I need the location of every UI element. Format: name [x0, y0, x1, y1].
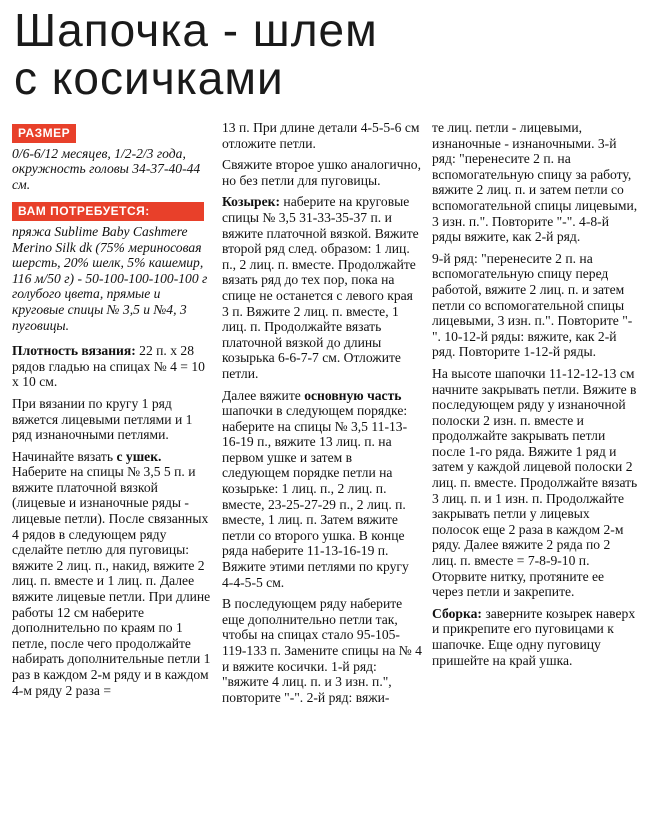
column-1 — [12, 124, 212, 704]
assembly-paragraph — [432, 606, 638, 668]
size-text: 0/6-6/12 месяцев, 1/2-2/3 года, окружность головы 34-37-40-44 см. — [12, 145, 201, 192]
title-line-1: Шапочка - шлем — [14, 4, 378, 56]
page-title — [14, 6, 434, 102]
density-label: Плотность вязания: — [12, 343, 136, 359]
size-label: РАЗМЕР — [12, 124, 76, 143]
decrease-paragraph: На высоте шапочки 11-12-12-13 см начните закрывать петли. Вяжите в последующем ряду у изнаночной полоски 2 изн. п. вместе и продолжайте закрывать петли после 1-го ряда. Вяжите 1 ряд и затем у каждой лицевой полоски 2 лиц. п. вместе. Продолжайте вязать 3 лиц. п. и 1 изн. п. Продолжайте закрывать петли у лицевых полосок еще 2 раза в каждом 2-м ряду. Далее вяжите 2 ряда по 2 лиц. п. вместе = 7-8-9-10 п. Оторвите нитку, протяните ее через петли и закрепите. — [432, 365, 638, 600]
title-line-2: с косичками — [14, 52, 284, 104]
cables-paragraph: В последующем ряду наберите еще дополнительно петли так, чтобы на спицах стало 95-105-119-133 п. Замените спицы на № 4 и вяжите косички. 1-й ряд: "вяжите 4 лиц. п. и 3 изн. п.", повторите "-". 2-й ряд: вяжи- — [222, 596, 422, 705]
materials-label: ВАМ ПОТРЕБУЕТСЯ: — [12, 202, 204, 221]
ears-heading: с ушек. — [116, 448, 162, 464]
main-part-paragraph — [222, 388, 422, 591]
column-3 — [432, 120, 638, 674]
ears-text: Наберите на спицы № 3,5 5 п. и вяжите платочной вязкой (лицевые и изнаночные ряды - лицевые петли). После связанных 4 рядов в следующем ряду сделайте петлю для пуговицы: вяжите 2 лиц. п., накид, вяжите 2 лиц. п. вместе и 1 лиц. п. Далее вяжите лицевые петли. При длине работы 12 см наберите дополнительно по краям по 1 петле, после чего продолжайте набирать дополнительные петли 1 раз в каждом 2-м ряду и в каждом 4-м ряду 2 раза = — [12, 464, 211, 698]
visor-text: наберите на круговые спицы № 3,5 31-33-35-37 п. и вяжите платочной вязкой. Вяжите второй ряд след. образом: 1 лиц. п., 2 лиц. п. вместе. Продолжайте вязать ряд до тех пор, пока на спице не останется с левого края 3 п. Вяжите 2 лиц. п. вместе, 1 лиц. п. Продолжайте вязать платочной вязкой до длины козырька 6-6-7-7 см. Отложите петли. — [222, 194, 419, 381]
column-2 — [222, 120, 422, 711]
assembly-text: заверните козырек наверх и прикрепите его пуговицами к шапочке. Еще одну пуговицу пришейте на край ушка. — [432, 605, 636, 668]
visor-paragraph — [222, 194, 422, 381]
second-ear-paragraph: Свяжите второе ушко аналогично, но без петли для пуговицы. — [222, 157, 422, 188]
materials-text: пряжа Sublime Baby Cashmere Merino Silk dk (75% мериносовая шерсть, 20% шелк, 5% кашемир, 116 м/50 г) - 50-100-100-100-100 г голубого цвета, прямые и круговые спицы № 3,5 и №4, 3 пуговицы. — [12, 223, 208, 333]
density-paragraph — [12, 343, 212, 390]
ears-paragraph — [12, 449, 212, 699]
main-part-heading: основную часть — [304, 387, 402, 403]
assembly-heading: Сборка: — [432, 605, 482, 621]
ears-intro: Начинайте вязать — [12, 448, 117, 464]
visor-heading: Козырек: — [222, 194, 281, 210]
main-part-intro: Далее вяжите — [222, 387, 305, 403]
rows-9-12-paragraph: 9-й ряд: "перенесите 2 п. на вспомогательную спицу перед работой, вяжите 2 лиц. п. и затем петли со вспомогательной спицы лицевыми, 3 изн. п.". Повторите "-". 10-12-й ряды: вяжите, как 2-й ряд. Повторите 1-12-й ряды. — [432, 250, 633, 360]
density-text: 22 п. x 28 рядов гладью на спицах № 4 = 10 x 10 см. — [12, 343, 205, 390]
rows-1-8-paragraph: те лиц. петли - лицевыми, изнаночные - изнаночными. 3-й ряд: "перенесите 2 п. на вспомогательную спицу за работу, вяжите 2 лиц. п. и затем петли со вспомогательной спицы лицевыми, 3 изн. п.". Повторите "-". 4-8-й ряды вяжите, как 2-й ряд. — [432, 120, 638, 245]
main-part-text: шапочки в следующем порядке: наберите на спицы № 3,5 11-13-16-19 п., вяжите 13 лиц. п. на первом ушке и затем в следующем порядке петли на козырьке: 1 лиц. п., 2 лиц. п. вместе, 23-25-27-29 п., 2 лиц. п. вместе, 1 лиц. п. Затем вяжите петли со второго ушка. В конце ряда наберите 11-13-16-19 п. Вяжите этими петлями по кругу 4-4-5-5 см. — [222, 403, 409, 590]
ear-finish-paragraph: 13 п. При длине детали 4-5-5-6 см отложите петли. — [222, 120, 420, 151]
round-knitting-paragraph: При вязании по кругу 1 ряд вяжется лицевыми петлями и 1 ряд изнаночными петлями. — [12, 395, 193, 443]
